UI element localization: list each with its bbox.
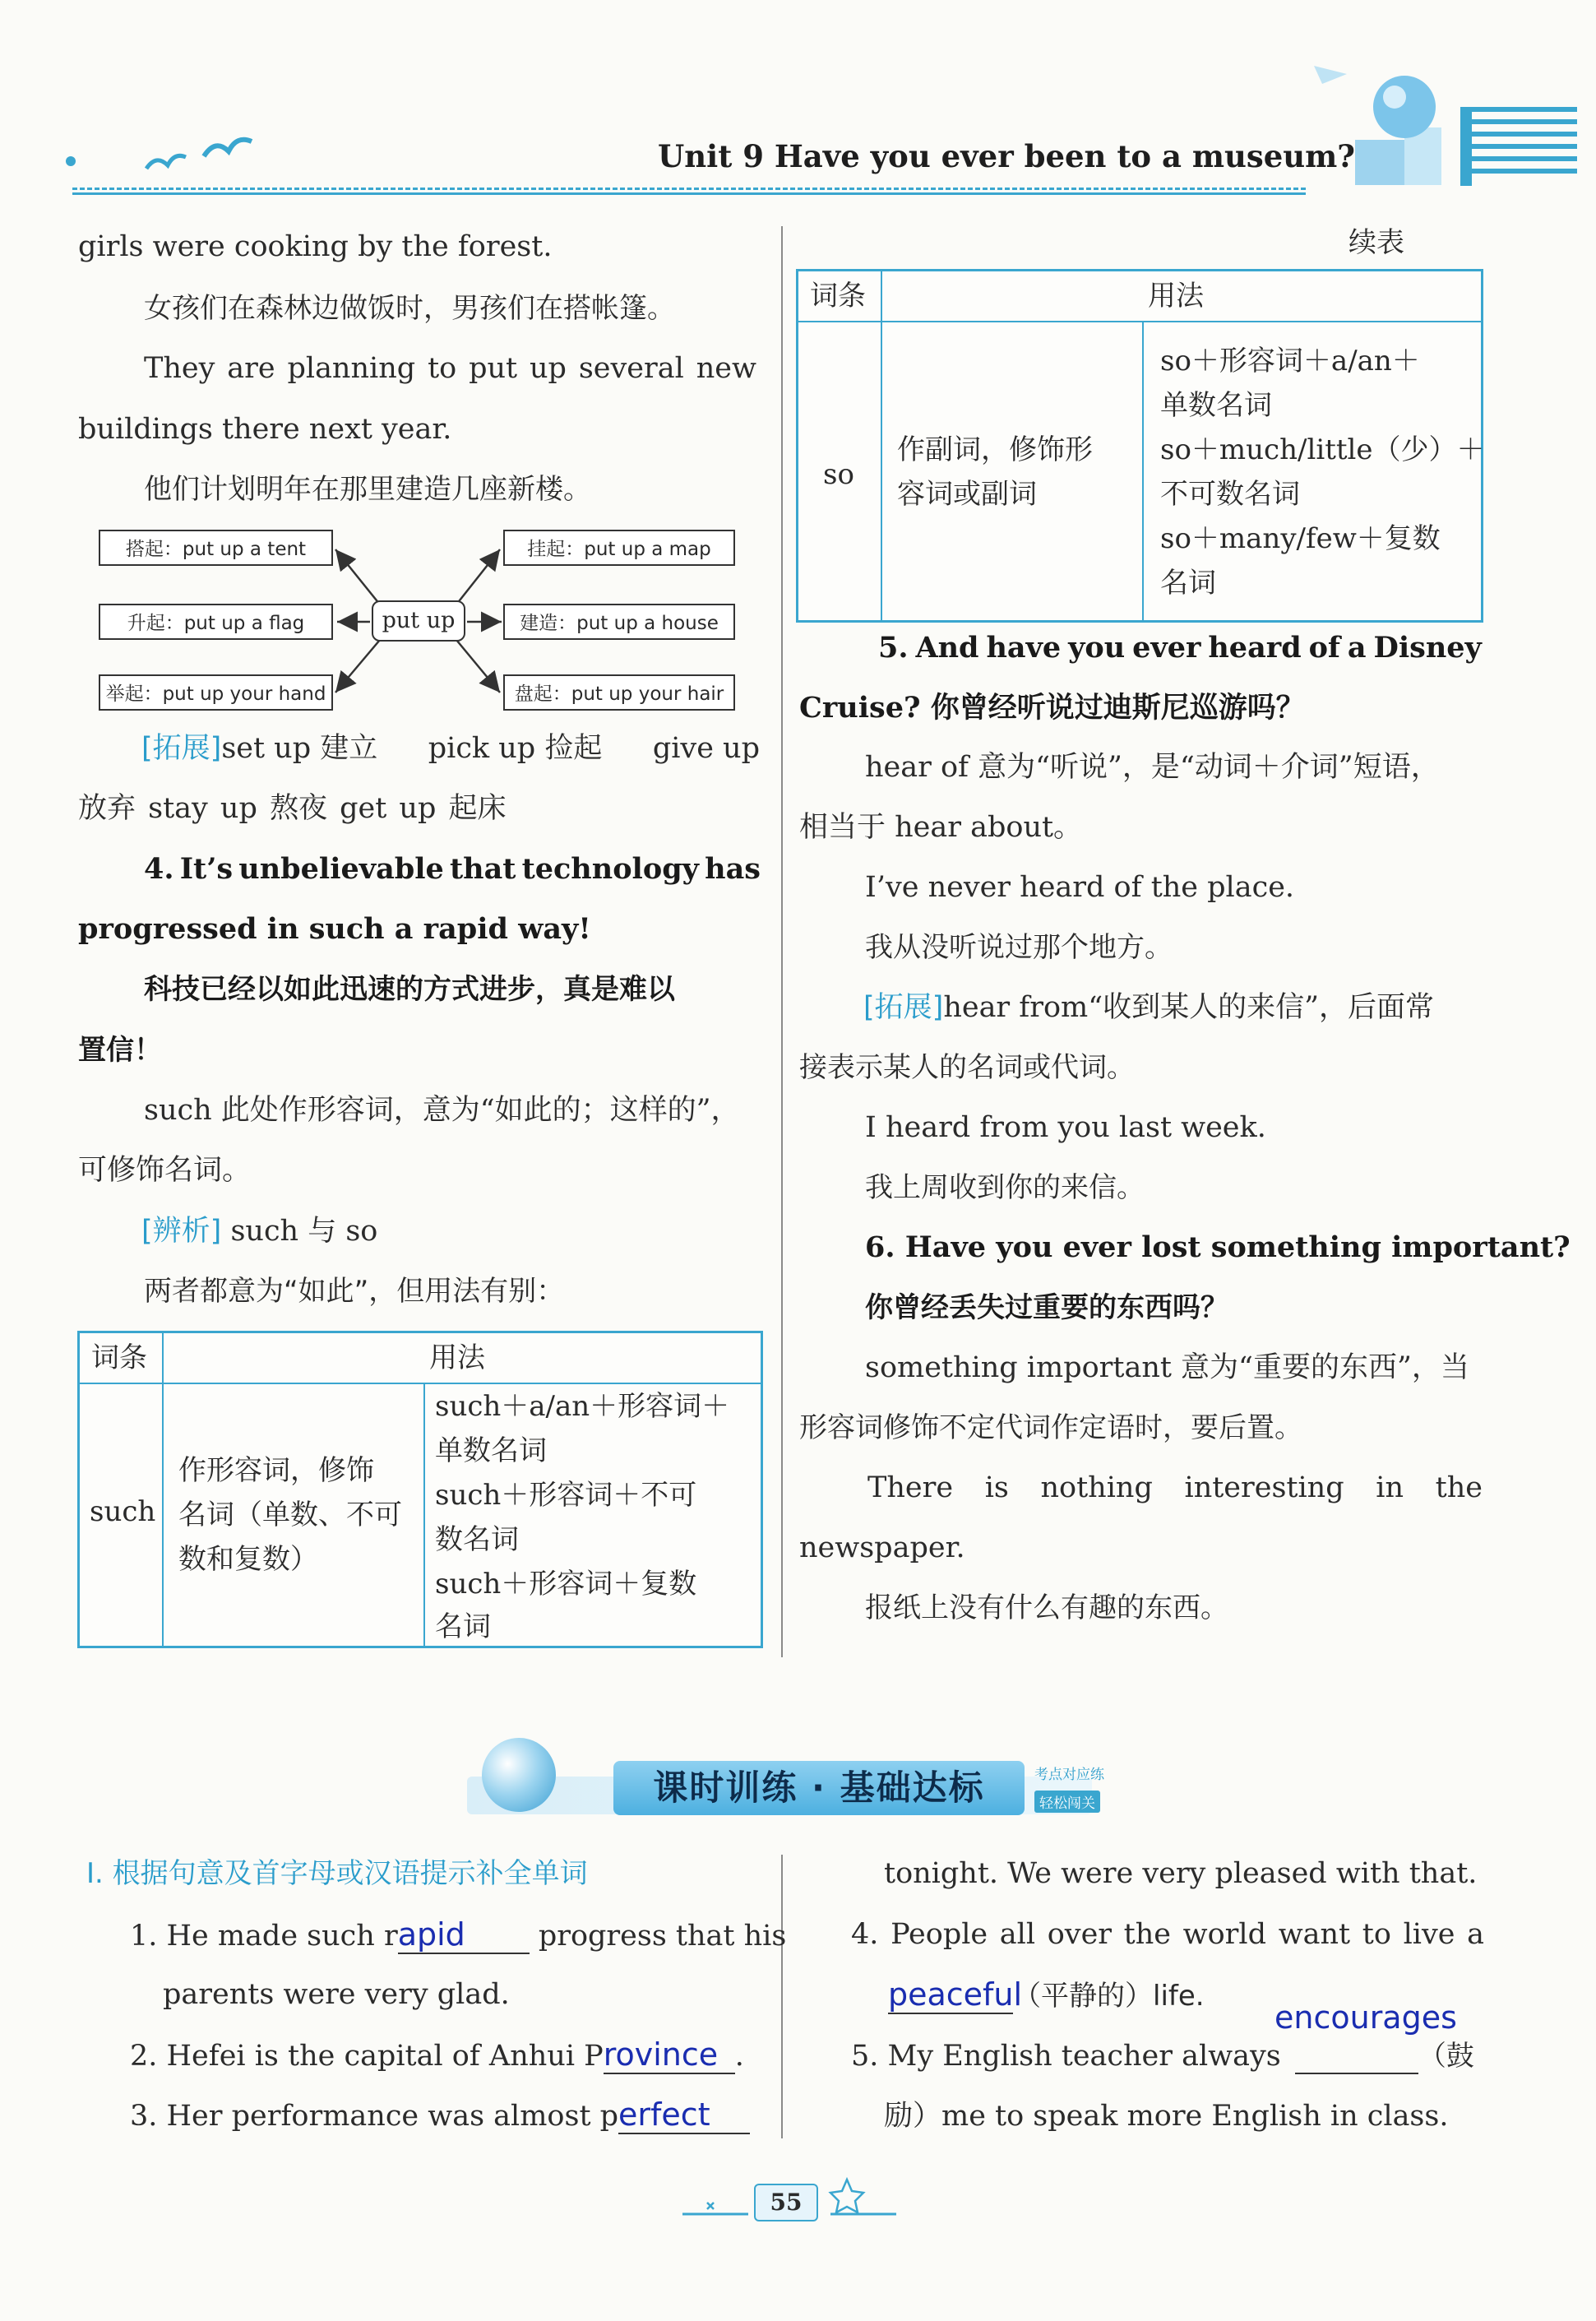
sentence-4 xyxy=(144,853,761,886)
word: that xyxy=(449,852,516,886)
question-3 xyxy=(130,2098,750,2134)
hear-note-1: hear of 意为“听说”，是“动词＋介词”短语， xyxy=(865,751,1440,784)
sentence-4b: progressed in such a rapid way! xyxy=(78,912,591,946)
left-p3b: buildings there next year. xyxy=(78,413,452,446)
extension-text: hear from“收到某人的来信”，后面常 xyxy=(943,991,1435,1024)
diagram-center: put up xyxy=(372,600,465,642)
question-2: 2. Hefei is the capital of Anhui Province . xyxy=(130,2036,744,2073)
word: People xyxy=(891,1918,988,1951)
extension-2 xyxy=(863,991,1434,1024)
word: And xyxy=(915,631,979,665)
table-usage: such＋a/an＋形容词＋ xyxy=(435,1390,730,1423)
word: has xyxy=(705,852,761,886)
word: pick up 捡起 xyxy=(428,732,603,765)
word: They xyxy=(144,352,215,385)
word: all xyxy=(999,1918,1036,1951)
question-5 xyxy=(851,2040,1474,2074)
globe-icon xyxy=(482,1738,556,1812)
word: technology xyxy=(521,852,699,886)
answer-1: apid xyxy=(397,1916,465,1953)
table-desc: 作形容词，修饰 xyxy=(178,1454,374,1487)
extension-1b: 放弃 stay up 熬夜 get up 起床 xyxy=(78,792,507,825)
column-divider-top xyxy=(781,226,783,1657)
word: you xyxy=(1068,631,1126,665)
word: over xyxy=(1047,1918,1113,1951)
table-usage: 不可数名词 xyxy=(1160,478,1300,511)
analysis-text: such 与 so xyxy=(221,1215,378,1248)
header-stripes xyxy=(1464,107,1577,186)
question-text: 3. Her performance was almost p xyxy=(130,2100,619,2133)
table-usage: 数名词 xyxy=(435,1523,519,1556)
word: 4. xyxy=(144,852,174,886)
word: Disney xyxy=(1373,631,1482,665)
both-note: 两者都意为“如此”，但用法有别： xyxy=(144,1275,565,1308)
table-header-entry: 词条 xyxy=(91,1341,147,1374)
word: There xyxy=(867,1471,954,1504)
word: put xyxy=(469,352,518,385)
table-usage: 名词 xyxy=(1160,567,1216,600)
word: 5. xyxy=(878,631,909,665)
word: have xyxy=(986,631,1062,665)
word: want xyxy=(1278,1918,1351,1951)
analysis-tag: [辨析] xyxy=(141,1215,222,1248)
question-text: 1. He made such r xyxy=(130,1920,398,1953)
word: is xyxy=(984,1471,1009,1504)
left-p4: 他们计划明年在那里建造几座新楼。 xyxy=(144,473,591,506)
word: unbelievable xyxy=(238,852,444,886)
table-desc: 数和复数） xyxy=(178,1543,318,1576)
word: the xyxy=(1123,1918,1171,1951)
table-header-usage: 用法 xyxy=(429,1341,485,1374)
left-p1: girls were cooking by the forest. xyxy=(78,230,553,263)
word: give up xyxy=(652,732,760,765)
sentence-5 xyxy=(878,632,1482,665)
table-usage: such＋形容词＋复数 xyxy=(435,1568,697,1601)
extension-1 xyxy=(141,732,760,765)
diagram-item: 挂起：put up a map xyxy=(503,530,735,566)
table-usage: so＋many/few＋复数 xyxy=(1160,522,1441,555)
word: a xyxy=(1467,1918,1484,1951)
table-desc: 作副词，修饰形 xyxy=(897,433,1093,466)
example-2: I heard from you last week. xyxy=(865,1111,1266,1144)
word: interesting xyxy=(1184,1471,1344,1504)
globe-decoration-icon xyxy=(1306,49,1462,189)
question-4b xyxy=(888,1978,1205,2014)
table-usage: 名词 xyxy=(435,1610,491,1643)
question-text: （平静的）life. xyxy=(1013,1980,1205,2013)
diagram-item: 盘起：put up your hair xyxy=(503,674,735,711)
column-divider-bottom xyxy=(781,1855,783,2138)
left-p2: 女孩们在森林边做饭时，男孩们在搭帐篷。 xyxy=(144,292,675,325)
question-text: 2. Hefei is the capital of Anhui P xyxy=(130,2040,604,2073)
sentence-6-cn: 你曾经丢失过重要的东西吗？ xyxy=(865,1291,1228,1324)
word: nothing xyxy=(1040,1471,1153,1504)
banner-subtitle-1: 考点对应练 xyxy=(1034,1767,1104,1783)
question-5c: 励）me to speak more English in class. xyxy=(884,2100,1449,2133)
so-table xyxy=(796,269,1483,623)
something-note-1: something important 意为“重要的东西”，当 xyxy=(865,1351,1469,1384)
word: several xyxy=(578,352,684,385)
table-usage: such＋形容词＋不可 xyxy=(435,1479,697,1512)
table-header-entry: 词条 xyxy=(810,280,866,313)
page-number: 55 xyxy=(754,2184,818,2221)
table-word: such xyxy=(90,1495,156,1528)
word: set up 建立 xyxy=(221,732,378,765)
sentence-4-cn-1: 科技已经以如此迅速的方式进步，真是难以 xyxy=(144,973,675,1006)
table-header-usage: 用法 xyxy=(1148,280,1204,313)
question-1c: parents were very glad. xyxy=(163,1978,510,2011)
table-usage: so＋much/little（少）＋ xyxy=(1160,433,1485,466)
word: up xyxy=(530,352,567,385)
example-1: I’ve never heard of the place. xyxy=(865,871,1295,904)
banner-title: 课时训练 · 基础达标 xyxy=(613,1761,1025,1815)
answer-2: rovince xyxy=(603,2036,719,2073)
answer-3: erfect xyxy=(618,2096,710,2133)
word: planning xyxy=(287,352,416,385)
word: new xyxy=(696,352,756,385)
analysis-line xyxy=(141,1215,377,1248)
question-4 xyxy=(851,1918,1484,1951)
table-desc: 容词或副词 xyxy=(897,478,1037,511)
question-text: progress that his xyxy=(529,1920,787,1953)
example-3-cn: 报纸上没有什么有趣的东西。 xyxy=(865,1591,1228,1624)
table-usage: so＋形容词＋a/an＋ xyxy=(1160,345,1420,378)
sentence-4-cn-2: 置信！ xyxy=(78,1034,162,1067)
question-text: （鼓 xyxy=(1418,2040,1474,2073)
extension-tag: [拓展] xyxy=(141,732,222,765)
example-3b: newspaper. xyxy=(799,1531,965,1564)
example-2-cn: 我上周收到你的来信。 xyxy=(865,1171,1145,1204)
diagram-item: 建造：put up a house xyxy=(503,604,735,640)
something-note-2: 形容词修饰不定代词作定语时，要后置。 xyxy=(799,1411,1302,1444)
table-word: so xyxy=(823,458,854,491)
question-1 xyxy=(130,1918,786,1954)
unit-title: Unit 9 Have you ever been to a museum? xyxy=(658,138,1355,174)
sentence-5b: Cruise? 你曾经听说过迪斯尼巡游吗？ xyxy=(799,691,1305,725)
word: are xyxy=(227,352,275,385)
word: the xyxy=(1435,1471,1483,1504)
such-table xyxy=(77,1331,763,1648)
banner-subtitle-2: 轻松闯关 xyxy=(1034,1791,1100,1813)
such-note-1: such 此处作形容词，意为“如此的；这样的”， xyxy=(144,1094,740,1127)
answer-4: peaceful xyxy=(888,1976,1023,2013)
table-usage: 单数名词 xyxy=(1160,389,1272,422)
word: It’s xyxy=(179,852,234,886)
example-1-cn: 我从没听说过那个地方。 xyxy=(865,931,1173,964)
word: 4. xyxy=(851,1918,879,1951)
word: in xyxy=(1376,1471,1404,1504)
diagram-item: 搭起：put up a tent xyxy=(99,530,333,566)
word: heard xyxy=(1208,631,1302,665)
question-text: 5. My English teacher always xyxy=(851,2040,1281,2073)
question-3c: tonight. We were very pleased with that. xyxy=(884,1857,1478,1890)
word: to xyxy=(1362,1918,1391,1951)
extension-2b: 接表示某人的名词或代词。 xyxy=(799,1051,1135,1084)
word: of xyxy=(1308,631,1340,665)
diagram-item: 升起：put up a flag xyxy=(99,604,333,640)
word: live xyxy=(1403,1918,1455,1951)
word: to xyxy=(428,352,457,385)
word: ever xyxy=(1132,631,1201,665)
table-desc: 名词（单数、不可 xyxy=(178,1499,402,1531)
extension-tag: [拓展] xyxy=(863,991,944,1024)
diagram-item: 举起：put up your hand xyxy=(99,674,333,711)
such-note-2: 可修饰名词。 xyxy=(78,1154,252,1187)
section-banner xyxy=(467,1731,1104,1822)
sentence-6: 6. Have you ever lost something important? xyxy=(865,1230,1571,1264)
hear-note-2: 相当于 hear about。 xyxy=(799,811,1083,844)
answer-5: encourages xyxy=(1274,1999,1457,2036)
exercise-heading: Ⅰ. 根据句意及首字母或汉语提示补全单词 xyxy=(86,1857,588,1890)
table-usage: 单数名词 xyxy=(435,1434,547,1467)
word: a xyxy=(1347,631,1367,665)
continued-label: 续表 xyxy=(1349,226,1404,259)
word: world xyxy=(1182,1918,1267,1951)
example-3 xyxy=(867,1471,1483,1504)
